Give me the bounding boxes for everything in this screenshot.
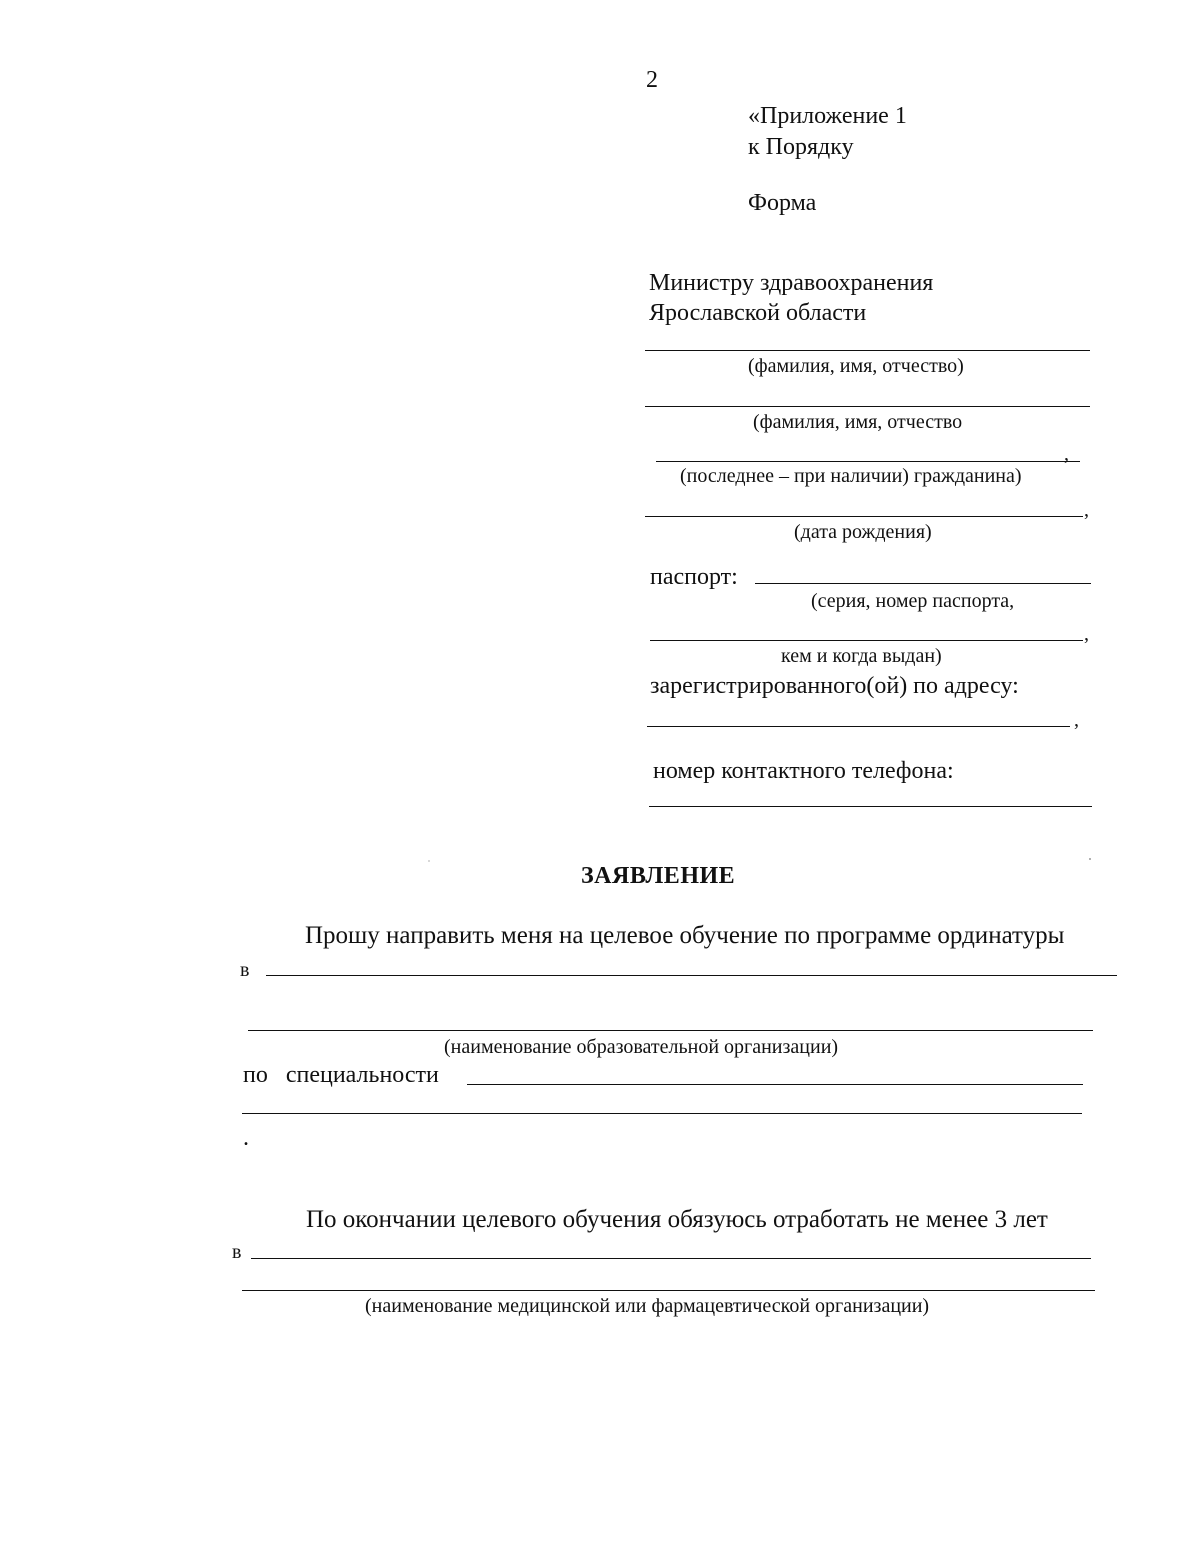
comma: ,	[1064, 443, 1069, 465]
fio-underline[interactable]	[645, 350, 1090, 351]
request-text: Прошу направить меня на целевое обучение по программе ординатуры	[305, 922, 1065, 949]
citizen-fio-underline-2[interactable]	[656, 461, 1080, 462]
scan-speck	[428, 860, 430, 862]
statement-title: ЗАЯВЛЕНИЕ	[581, 863, 736, 889]
birth-date-caption: (дата рождения)	[794, 521, 932, 543]
citizen-fio-underline[interactable]	[645, 406, 1090, 407]
registered-label: зарегистрированного(ой) по адресу:	[650, 673, 1019, 699]
med-org-caption: (наименование медицинской или фармацевтической организации)	[365, 1295, 930, 1317]
prefix-v: в	[240, 959, 250, 981]
phone-underline[interactable]	[649, 806, 1092, 807]
passport-underline[interactable]	[755, 583, 1091, 584]
edu-org-underline-1[interactable]	[266, 975, 1117, 976]
annex-title: «Приложение 1	[748, 103, 907, 129]
med-org-underline-1[interactable]	[251, 1258, 1091, 1259]
comma: ,	[1084, 623, 1089, 645]
addressee-line-2: Ярославской области	[649, 300, 867, 326]
fio-caption: (фамилия, имя, отчество)	[748, 355, 964, 377]
med-org-underline-2[interactable]	[242, 1290, 1095, 1291]
comma: ,	[1084, 499, 1089, 521]
page-number: 2	[646, 67, 658, 93]
passport-caption-1: (серия, номер паспорта,	[811, 590, 1015, 612]
passport-issued-underline[interactable]	[650, 640, 1083, 641]
obligation-text: По окончании целевого обучения обязуюсь отработать не менее 3 лет	[306, 1206, 1048, 1233]
address-underline[interactable]	[647, 726, 1070, 727]
period: .	[243, 1125, 249, 1151]
specialty-underline-2[interactable]	[242, 1113, 1082, 1114]
passport-caption-2: кем и когда выдан)	[781, 645, 942, 667]
passport-label: паспорт:	[650, 564, 738, 590]
annex-subtitle: к Порядку	[748, 134, 854, 160]
specialty-underline-1[interactable]	[467, 1084, 1083, 1085]
edu-org-caption: (наименование образовательной организации)	[444, 1036, 839, 1058]
edu-org-underline-2[interactable]	[248, 1030, 1093, 1031]
phone-label: номер контактного телефона:	[653, 758, 954, 784]
specialty-label: по специальности	[243, 1062, 439, 1088]
citizen-fio-caption-2: (последнее – при наличии) гражданина)	[680, 465, 1022, 487]
scan-speck	[1089, 858, 1091, 860]
form-label: Форма	[748, 190, 817, 216]
birth-date-underline[interactable]	[645, 516, 1083, 517]
prefix-v: в	[232, 1241, 242, 1263]
addressee-line-1: Министру здравоохранения	[649, 270, 934, 296]
citizen-fio-caption-1: (фамилия, имя, отчество	[753, 411, 963, 433]
comma: ,	[1074, 709, 1079, 731]
